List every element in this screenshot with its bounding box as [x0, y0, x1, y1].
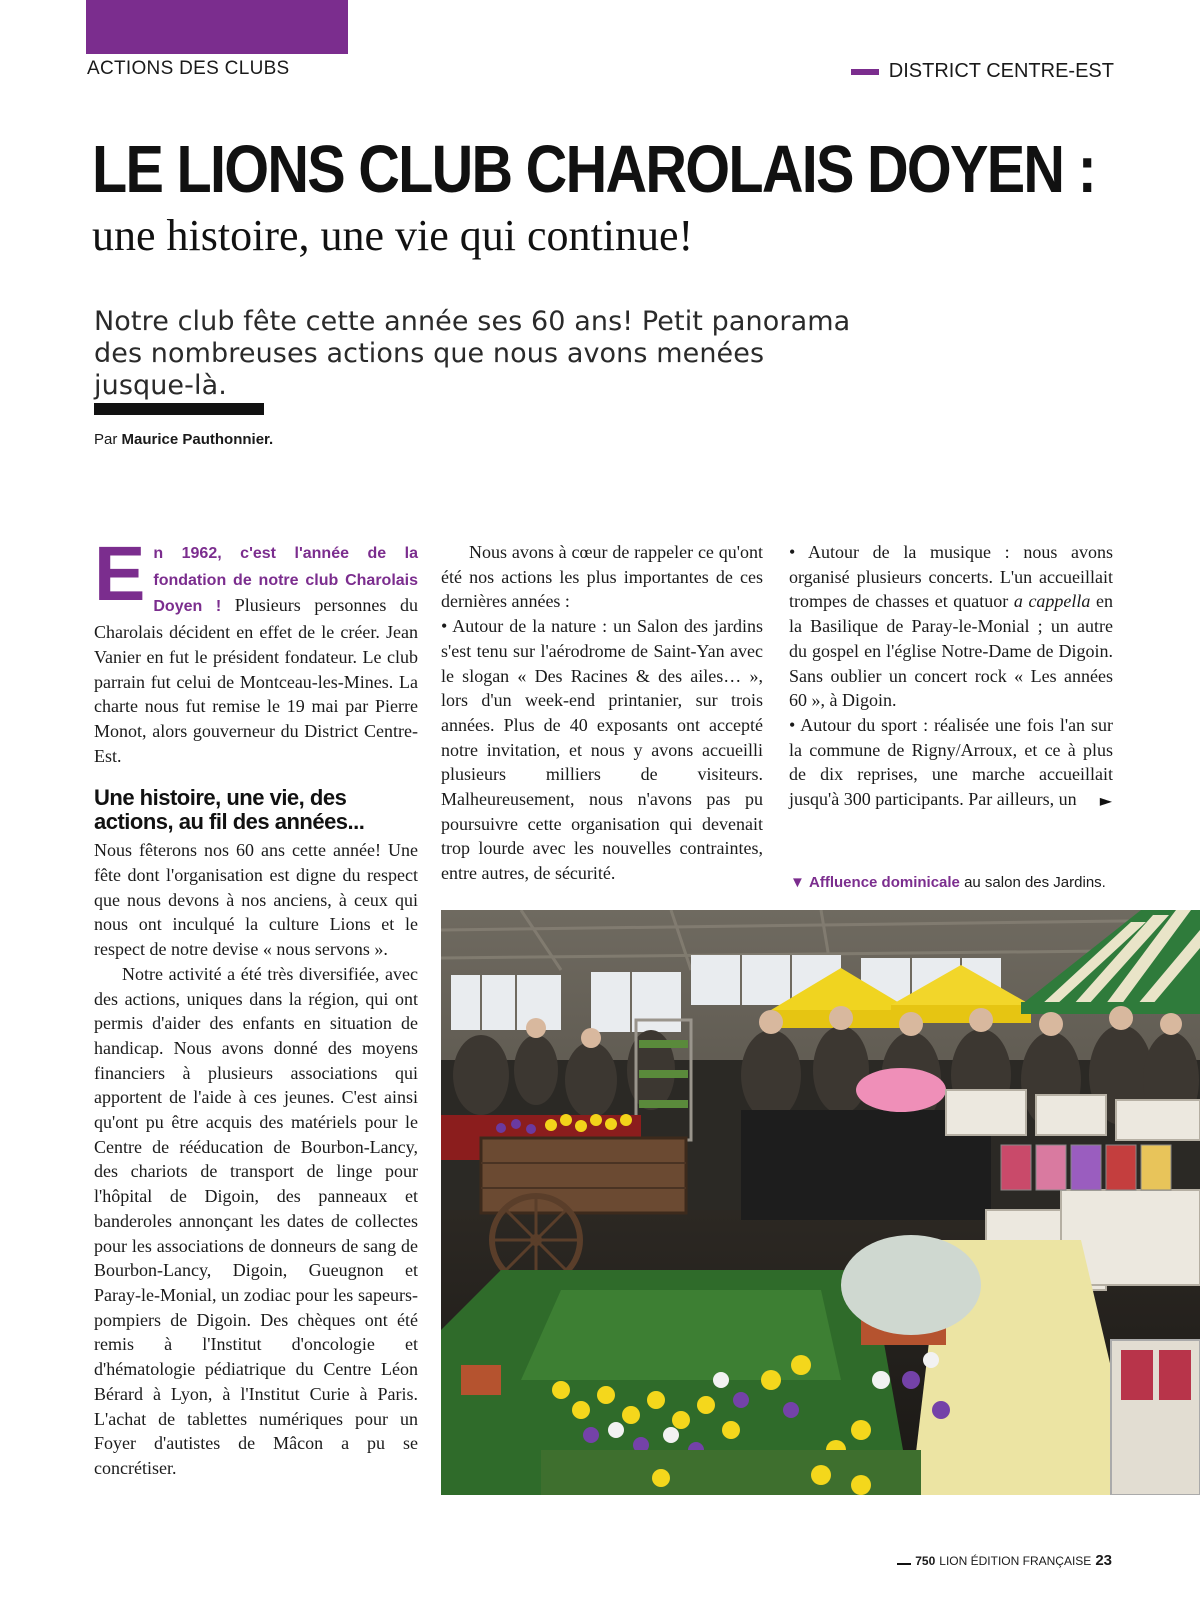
opening-paragraph-text: Plusieurs personnes du Charolais décident en effet de le créer. Jean Vanier en fut le président fondateur. Le club parrain fut celui de Montceau-les-Mines. La charte nous fut remise le 19 mai par Pierre Monot, alors gouverneur du District Centre-Est.	[94, 595, 418, 766]
bullet-music-italic: a cappella	[1013, 591, 1091, 612]
body-paragraph: Nous fêterons nos 60 ans cette année! Une fête dont l'organisation est digne du respect que nous devons à nos anciens, à ceux qui nous ont inculqué la culture Lions et le respect de notre devise « nous servons ».	[94, 840, 418, 960]
body-paragraph: Notre activité a été très diversifiée, avec des actions, uniques dans la région, qui ont permis d'aider des enfants en situation de handicap. Nous avons donné des moyens financiers à plusieurs associations qui apportent de l'aide à ces jeunes. C'est ainsi qu'ont pu être acquis des matériels pour le Centre de rééducation de Bourbon-Lancy, des chariots de transport de linge pour l'hôpital de Digoin, des panneaux et banderoles annonçant les dates de collectes pour les associations de donneurs de sang de Bourbon-Lancy, Digoin, Gueugnon et Paray-le-Monial, un zodiac pour les sapeurs-pompiers de Digoin. Des chèques ont été remis à l'Institut d'oncologie et d'hématologie pédiatrique du Centre Léon Bérard à Lyon, à l'Institut Curie à Paris. L'achat de tablettes numériques pour un Foyer d'autistes de Mâcon a pu se concrétiser.	[94, 963, 418, 1478]
section-label: ACTIONS DES CLUBS	[87, 58, 290, 79]
page-footer	[897, 1552, 1112, 1569]
photo-caption	[790, 874, 1106, 891]
bullet-sport: • Autour du sport : réalisée une fois l'an sur la commune de Rigny/Arroux, et ce à plus de dix reprises, une marche accueillait jusqu'à 300 participants. Par ailleurs, un	[789, 714, 1113, 810]
column-3	[789, 540, 1113, 812]
byline-prefix: Par	[94, 431, 118, 448]
district-name: DISTRICT CENTRE-EST	[888, 60, 1114, 82]
section-color-bar	[86, 0, 348, 54]
footer-dash	[897, 1563, 911, 1565]
district-accent-dash	[851, 69, 879, 75]
drop-cap: E	[94, 531, 146, 617]
article-subtitle: une histoire, une vie qui continue!	[92, 211, 694, 260]
lead-text: n 1962, c'est l'année de la fondation de notre club Charolais Doyen !	[153, 545, 418, 616]
column-1	[94, 531, 418, 1481]
district-label	[851, 60, 1114, 83]
caption-marker-icon: ▼	[790, 874, 805, 891]
caption-lead: Affluence dominicale	[809, 874, 960, 891]
column-2	[441, 540, 763, 886]
continue-arrow-icon: ►	[1099, 791, 1112, 810]
page-number: 23	[1095, 1552, 1112, 1569]
opening-paragraph	[94, 531, 418, 768]
issue-number: 750	[915, 1554, 936, 1568]
bullet-music-text-a: • Autour de la musique : nous avons organisé plusieurs concerts. L'un accueillait trompes de chasses et quatuor	[789, 542, 1113, 612]
byline	[94, 431, 273, 448]
byline-author: Maurice Pauthonnier.	[121, 431, 274, 448]
article-intro: Notre club fête cette année ses 60 ans! Petit panorama des nombreuses actions que nous avons menées jusque-là.	[94, 306, 851, 401]
garden-show-photo	[441, 910, 1200, 1495]
bullet-music	[789, 540, 1113, 713]
bullet-music-text-b: en la Basilique de Paray-le-Monial ; un autre du gospel en l'église Notre-Dame de Digoin. Sans oublier un concert rock « Les années 60 », à Digoin.	[789, 591, 1114, 711]
intro-rule	[94, 403, 264, 415]
publication-name: LION ÉDITION FRANÇAISE	[939, 1554, 1092, 1568]
bullet-nature: • Autour de la nature : un Salon des jardins s'est tenu sur l'aérodrome de Saint-Yan avec le slogan « Des Racines & des ailes… », lors d'un week-end printanier, sur trois années. Plus de 40 exposants ont accepté notre invitation, et nous y avons accueilli plusieurs milliers de visiteurs. Malheureusement, nous n'avons pas pu poursuivre cette organisation qui devenait trop lourde avec les nouvelles contraintes, entre autres, de sécurité.	[441, 616, 763, 884]
section-subhead: Une histoire, une vie, des actions, au fil des années...	[94, 785, 365, 835]
body-paragraph: Nous avons à cœur de rappeler ce qu'ont été nos actions les plus importantes de ces dernières années :	[441, 542, 763, 612]
article-title: LE LIONS CLUB CHAROLAIS DOYEN :	[92, 132, 1096, 207]
caption-text: au salon des Jardins.	[959, 874, 1106, 891]
